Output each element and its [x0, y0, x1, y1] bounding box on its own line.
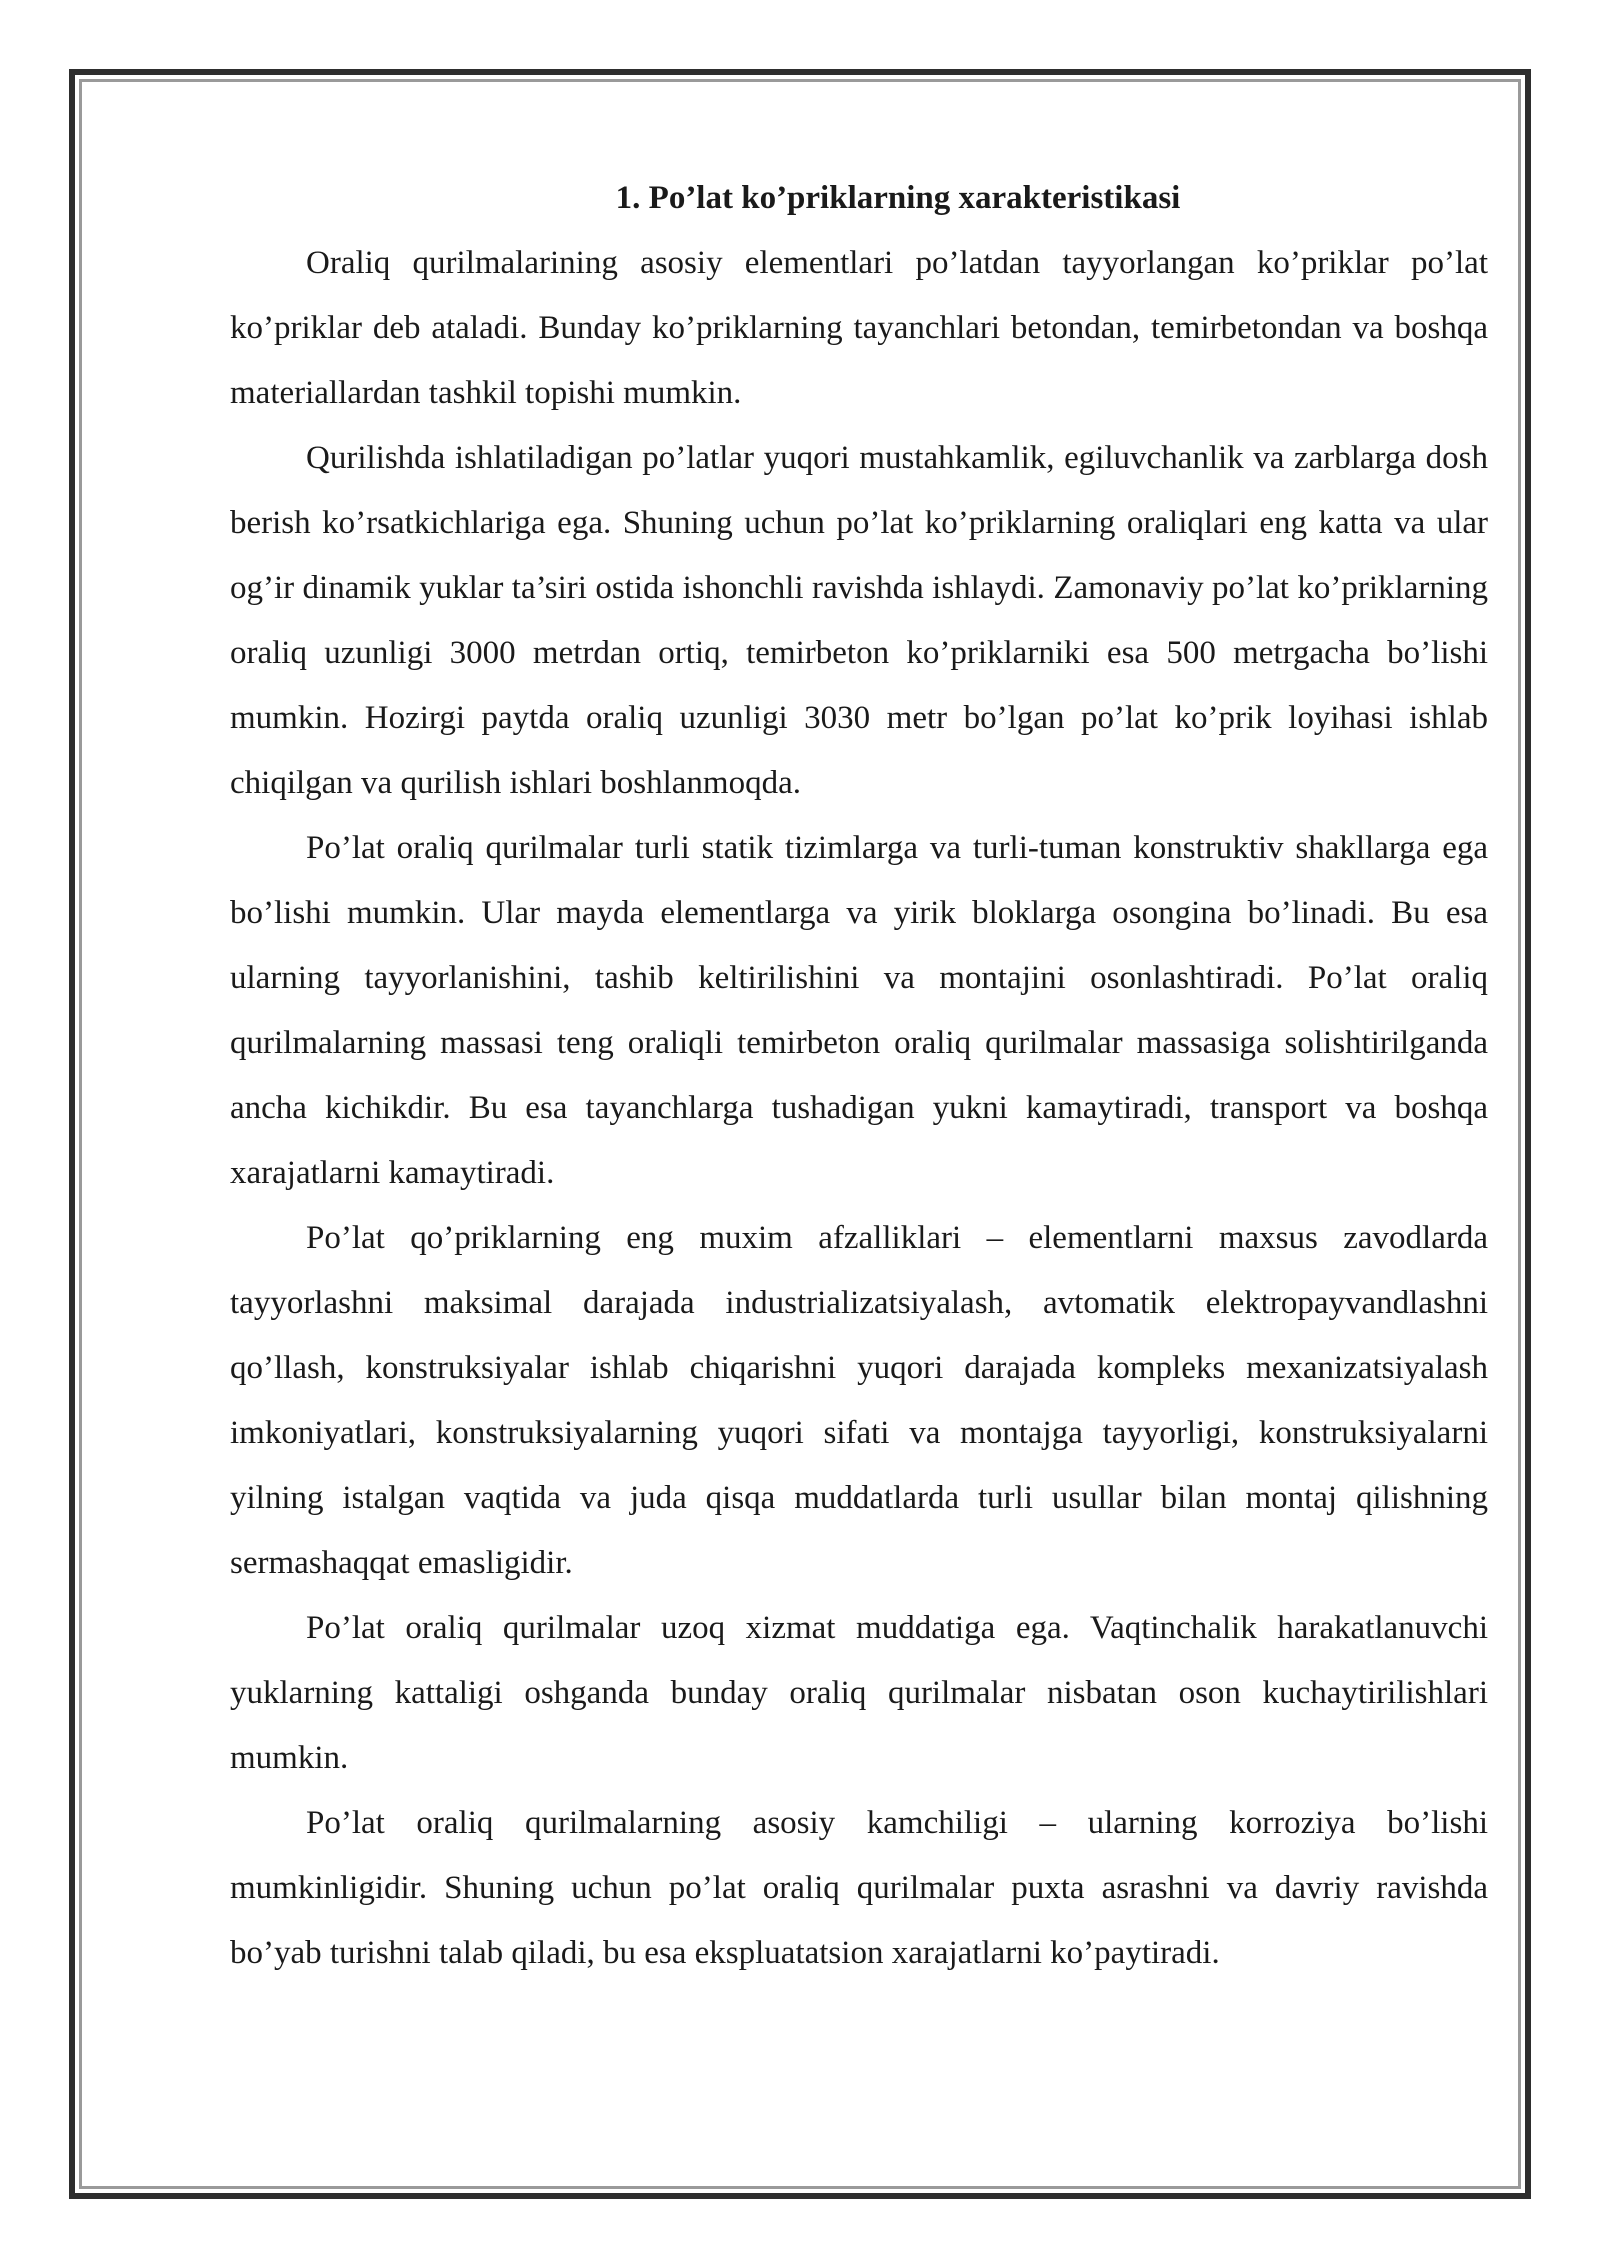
section-heading: 1. Po’lat ko’priklarning xarakteristikasi	[615, 180, 1181, 216]
paragraph-3: Po’lat oraliq qurilmalar turli statik tizimlarga va turli-tuman konstruktiv shakllarga ega bo’lishi mumkin. Ular mayda elementlarga va yirik bloklarga osongina bo’linadi. Bu esa ularning tayyorlanishini, tashib keltirilishini va montajini osonlashtiradi. Po’lat oraliq qurilmalarning massasi teng oraliqli temirbeton oraliq qurilmalar massasiga solishtirilganda ancha kichikdir. Bu esa tayanchlarga tushadigan yukni kamaytiradi, transport va boshqa xarajatlarni kamaytiradi.	[230, 830, 1488, 1191]
paragraph-2: Qurilishda ishlatiladigan po’latlar yuqori mustahkamlik, egiluvchanlik va zarblarga dosh berish ko’rsatkichlariga ega. Shuning uchun po’lat ko’priklarning oraliqlari eng katta va ular og’ir dinamik yuklar ta’siri ostida ishonchli ravishda ishlaydi. Zamonaviy po’lat ko’priklarning oraliq uzunligi 3000 metrdan ortiq, temirbeton ko’priklarniki esa 500 metrgacha bo’lishi mumkin. Hozirgi paytda oraliq uzunligi 3030 metr bo’lgan po’lat ko’prik loyihasi ishlab chiqilgan va qurilish ishlari boshlanmoqda.	[230, 440, 1488, 801]
paragraph-6: Po’lat oraliq qurilmalarning asosiy kamchiligi – ularning korroziya bo’lishi mumkinligidir. Shuning uchun po’lat oraliq qurilmalar puxta asrashni va davriy ravishda bo’yab turishni talab qiladi, bu esa ekspluatatsion xarajatlarni ko’paytiradi.	[230, 1805, 1488, 1971]
document-body	[230, 166, 1488, 1986]
paragraph-4: Po’lat qo’priklarning eng muxim afzalliklari – elementlarni maxsus zavodlarda tayyorlashni maksimal darajada industrializatsiyalash, avtomatik elektropayvandlashni qo’llash, konstruksiyalar ishlab chiqarishni yuqori darajada kompleks mexanizatsiyalash imkoniyatlari, konstruksiyalarning yuqori sifati va montajga tayyorligi, konstruksiyalarni yilning istalgan vaqtida va juda qisqa muddatlarda turli usullar bilan montaj qilishning sermashaqqat emasligidir.	[230, 1220, 1488, 1581]
paragraph-5: Po’lat oraliq qurilmalar uzoq xizmat muddatiga ega. Vaqtinchalik harakatlanuvchi yuklarning kattaligi oshganda bunday oraliq qurilmalar nisbatan oson kuchaytirilishlari mumkin.	[230, 1610, 1488, 1776]
paragraph-1: Oraliq qurilmalarining asosiy elementlari po’latdan tayyorlangan ko’priklar po’lat ko’priklar deb ataladi. Bunday ko’priklarning tayanchlari betondan, temirbetondan va boshqa materiallardan tashkil topishi mumkin.	[230, 245, 1488, 411]
